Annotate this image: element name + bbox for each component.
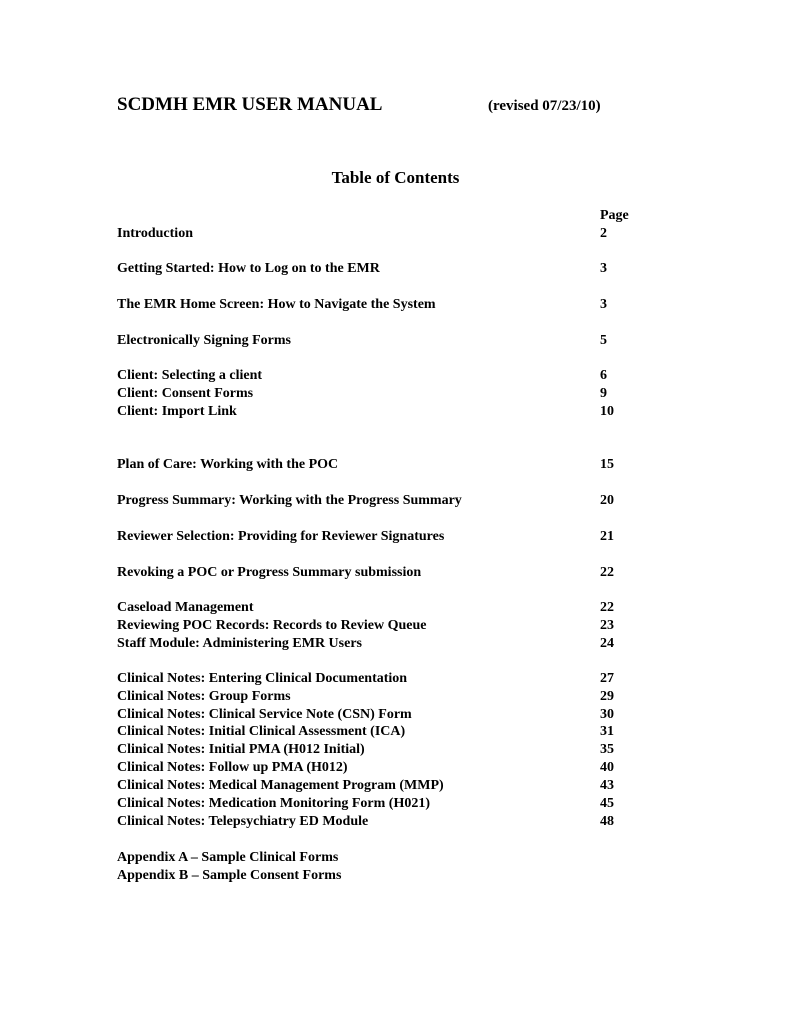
toc-heading: Table of Contents [331,168,460,187]
toc-entry-label: The EMR Home Screen: How to Navigate the System [117,297,436,312]
toc-entry-page: 15 [600,457,614,472]
toc-entry [117,260,637,278]
toc-entry-page: 20 [600,493,614,508]
toc-entry [117,403,637,421]
toc-entry-page: 29 [600,689,614,704]
toc-entry [117,528,637,546]
toc-entry-label: Appendix A – Sample Clinical Forms [117,850,339,865]
toc-entry-page: 27 [600,671,614,686]
toc-entry [117,564,637,582]
toc-entry-page: 9 [600,386,607,401]
toc-entry [117,723,637,741]
toc-entry-label: Clinical Notes: Telepsychiatry ED Module [117,814,369,829]
toc-entry-label: Getting Started: How to Log on to the EMR [117,261,380,276]
toc-entry-label: Appendix B – Sample Consent Forms [117,868,342,883]
toc-entry-label: Client: Selecting a client [117,368,263,383]
toc-entry-page: 35 [600,742,614,757]
toc-entry-label: Clinical Notes: Entering Clinical Documentation [117,671,408,686]
toc-entry-page: 43 [600,778,614,793]
toc-entry-label: Clinical Notes: Initial PMA (H012 Initial) [117,742,365,757]
toc-entry-label: Clinical Notes: Clinical Service Note (CSN) Form [117,707,412,722]
toc-entry [117,670,637,688]
toc-entry-label: Progress Summary: Working with the Progress Summary [117,493,462,508]
toc-entry [117,385,637,403]
toc-entry [117,688,637,706]
toc-entry-page: 21 [600,529,614,544]
toc-entry-page: 5 [600,333,607,348]
toc-entry-page: 22 [600,565,614,580]
toc-entry-page: 31 [600,724,614,739]
toc-entry-page: 3 [600,261,607,276]
toc-entry-page: 45 [600,796,614,811]
toc-entry-label: Staff Module: Administering EMR Users [117,636,362,651]
toc-entry-page: 40 [600,760,614,775]
toc-entry-label: Revoking a POC or Progress Summary submission [117,565,422,580]
toc-entry [117,599,637,617]
toc-entry-page: 10 [600,404,614,419]
toc-entry-label: Clinical Notes: Initial Clinical Assessment (ICA) [117,724,406,739]
toc-entry [117,706,637,724]
toc-entry-page: 2 [600,226,607,241]
page-column-label: Page [600,208,629,223]
toc-entry [117,867,637,885]
toc-entry-label: Clinical Notes: Follow up PMA (H012) [117,760,348,775]
toc-entry [117,456,637,474]
toc-entry-label: Reviewing POC Records: Records to Review Queue [117,618,427,633]
toc-entry [117,777,637,795]
toc-entry-page: 6 [600,368,607,383]
toc-entry-label: Clinical Notes: Medical Management Program (MMP) [117,778,444,793]
toc-entry [117,795,637,813]
toc-entry [117,849,637,867]
revision-date: (revised 07/23/10) [488,98,601,114]
toc-entry [117,759,637,777]
toc-entry-label: Reviewer Selection: Providing for Reviewer Signatures [117,529,445,544]
toc-entry-label: Clinical Notes: Group Forms [117,689,291,704]
toc-entry [117,741,637,759]
toc-entry [117,296,637,314]
document-title: SCDMH EMR USER MANUAL [117,94,383,115]
toc-entry-page: 22 [600,600,614,615]
toc-entry [117,367,637,385]
document-header [117,94,637,118]
toc-entry-label: Electronically Signing Forms [117,333,291,348]
toc-entry-page: 30 [600,707,614,722]
toc-entry-page: 3 [600,297,607,312]
toc-entry-page: 24 [600,636,614,651]
toc-entry [117,332,637,350]
toc-entry [117,813,637,831]
toc-entry-label: Introduction [117,226,193,241]
toc-entry [117,635,637,653]
toc-entry [117,492,637,510]
toc-entry-page: 23 [600,618,614,633]
toc-entry [117,617,637,635]
toc-entry-label: Plan of Care: Working with the POC [117,457,339,472]
toc-entry-label: Client: Consent Forms [117,386,254,401]
toc-entry-label: Clinical Notes: Medication Monitoring Form (H021) [117,796,431,811]
toc-entry-page: 48 [600,814,614,829]
toc-entry [117,225,637,243]
toc-entry-label: Caseload Management [117,600,254,615]
toc-entry-label: Client: Import Link [117,404,237,419]
